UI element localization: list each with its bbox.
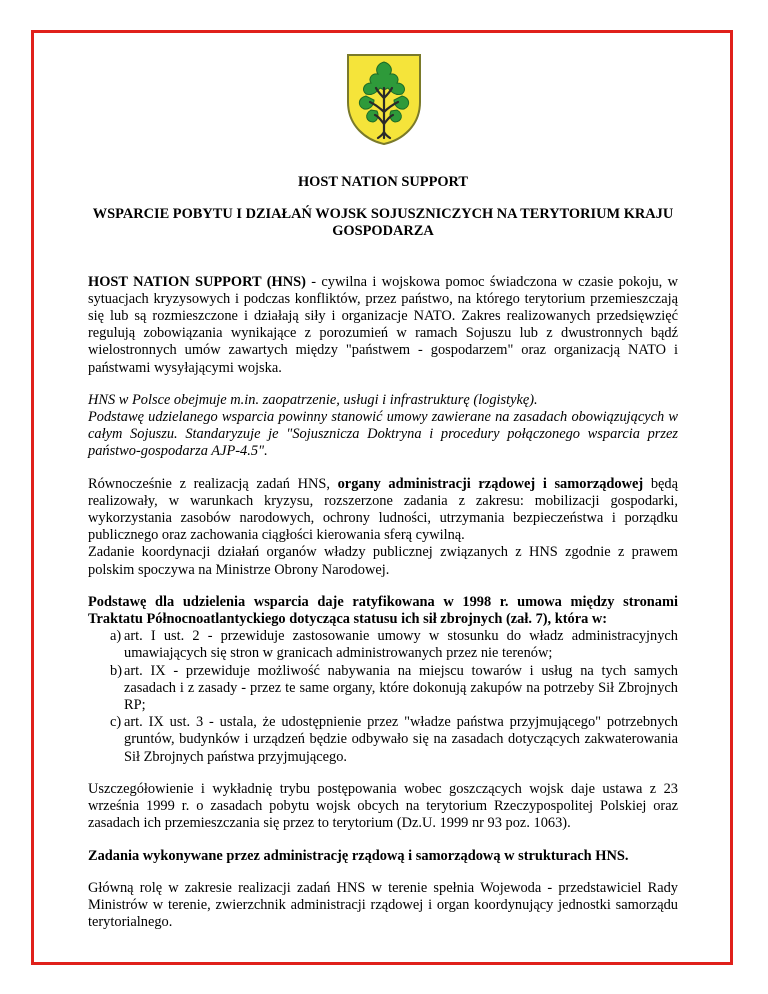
treaty-basis-paragraph: Podstawę dla udzielenia wsparcia daje ratyfikowana w 1998 r. umowa między stronami Traktatu Północnoatlantyckiego dotycząca statusu ich sił zbrojnych (zał. 7), która w: (88, 593, 678, 628)
list-item (88, 714, 678, 766)
crisis-tasks-pre: Równocześnie z realizacją zadań HNS, (88, 475, 338, 492)
hns-scope-line: HNS w Polsce obejmuje m.in. zaopatrzenie, usługi i infrastrukturę (logistykę). (88, 391, 538, 408)
list-marker: c) (110, 714, 122, 731)
treaty-articles-list (88, 628, 678, 766)
coordination-paragraph: Zadanie koordynacji działań organów władzy publicznej związanych z HNS zgodnie z prawem polskim spoczywa na Ministrze Obrony Narodowej. (88, 544, 678, 578)
statute-paragraph: Uszczegółowienie i wykładnię trybu postępowania wobec goszczących wojsk daje ustawa z 23 września 1999 r. o zasadach pobytu wojsk obcych na terytorium Rzeczypospolitej Polskiej oraz zasadach ich przemieszczania się przez to terytorium (Dz.U. 1999 nr 93 poz. 1063). (88, 780, 678, 832)
crisis-tasks-bold: organy administracji rządowej i samorządowej (337, 475, 644, 492)
coat-of-arms-tree-icon (344, 52, 424, 146)
list-item (88, 628, 678, 662)
crisis-tasks-post: będą realizowały, w warunkach kryzysu, rozszerzone zadania z zakresu: mobilizacji gospodarki, wykorzystania zasobów narodowych, ochrony ludności, utrzymania bezpieczeństwa i porządku publicznego oraz zachowania ciągłości kierowania sferą cywilną. (88, 475, 679, 544)
hns-term: HOST NATION SUPPORT (HNS) (88, 273, 306, 290)
hns-definition-text: - cywilna i wojskowa pomoc świadczona w czasie pokoju, w sytuacjach kryzysowych i podczas konfliktów, przez państwo, na którego terytorium przemieszczają się lub są rozmieszczone i działają siły i organizacje NATO. Zakres realizowanych przedsięwzięć regulują zobowiązania wynikające z porozumień w ramach Sojuszu lub z dwustronnych bądź wielostronnych umów zawartych między "państwem - gospodarzem" oraz organizacją NATO i państwami wysyłającymi wojska. (88, 273, 678, 376)
document-title: HOST NATION SUPPORT (297, 174, 469, 190)
hns-definition-paragraph (88, 274, 678, 377)
list-item-text: art. IX ust. 3 - ustala, że udostępnienie przez "władze państwa przyjmującego" potrzebnych gruntów, budynków i urządzeń będzie odbywało się na zasadach dotyczących zakwaterowania Sił Zbrojnych państwa przyjmującego. (124, 714, 678, 765)
document-subtitle: WSPARCIE POBYTU I DZIAŁAŃ WOJSK SOJUSZNICZYCH NA TERYTORIUM KRAJU GOSPODARZA (92, 206, 674, 240)
list-item-text: art. IX - przewiduje możliwość nabywania na miejscu towarów i usług na tych samych zasadach i z zasady - przez te same organy, które dokonują zakupów na potrzeby Sił Zbrojnych RP; (124, 662, 678, 714)
voivode-paragraph: Główną rolę w zakresie realizacji zadań HNS w terenie spełnia Wojewoda - przedstawiciel Rady Ministrów w terenie, zwierzchnik administracji rządowej i organ koordynujący jednostki samorządu terytorialnego. (88, 879, 678, 931)
hns-agreements-paragraph: Podstawę udzielanego wsparcia powinny stanowić umowy zawierane na zasadach obowiązujących w całym Sojuszu. Standaryzuje je "Sojusznicza Doktryna i procedury połączonego wsparcia przez państwo-gospodarza AJP-4.5". (88, 409, 678, 460)
list-marker: a) (110, 628, 122, 645)
list-item-text: art. I ust. 2 - przewiduje zastosowanie umowy w stosunku do władz administracyjnych umawiających się stron w granicach administrowanych przez nie terenów; (124, 628, 678, 662)
list-item (88, 663, 678, 715)
list-marker: b) (110, 662, 122, 679)
document-body (88, 165, 678, 931)
section-heading: Zadania wykonywane przez administrację rządową i samorządową w strukturach HNS. (88, 847, 629, 864)
crisis-tasks-paragraph (88, 476, 678, 545)
